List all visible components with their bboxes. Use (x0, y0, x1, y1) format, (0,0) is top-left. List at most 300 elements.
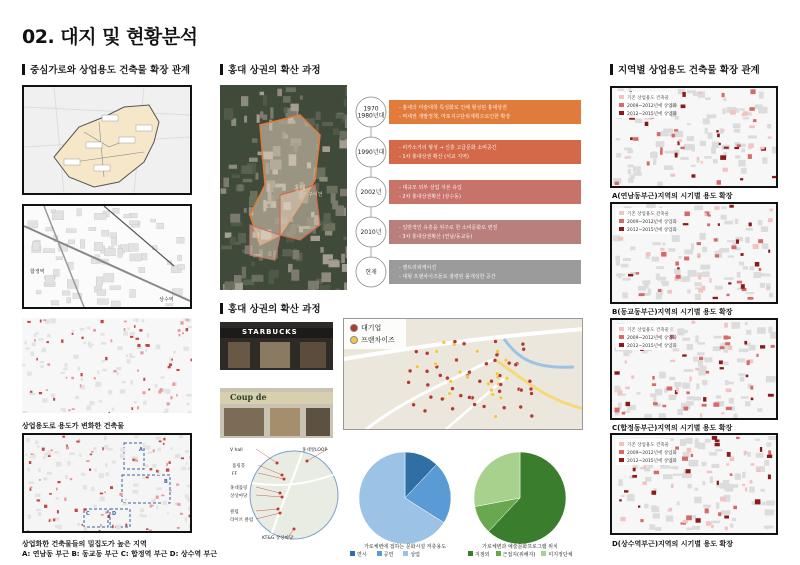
commercial-building (146, 477, 149, 479)
legend-label: 2012~2015년에 상업화 (627, 459, 677, 464)
commercial-building (757, 468, 761, 472)
legend-label: 2009~2012년에 상업화 (627, 104, 677, 109)
venue-label: KT&G 상상마당 (262, 536, 294, 541)
commercial-building (750, 480, 753, 483)
commercial-building (645, 122, 649, 126)
commercial-building (670, 360, 675, 362)
aerial-texture (231, 222, 243, 226)
commercial-building (734, 147, 739, 149)
commercial-building (636, 272, 640, 275)
building-block (56, 257, 63, 260)
aerial-texture (230, 214, 240, 223)
right-caption-c: C(합정동부근)지역의 시기별 용도 확장 (612, 424, 733, 432)
store-marker (530, 392, 534, 396)
timeline-year: 2002년 (360, 189, 382, 196)
commercial-building (768, 218, 773, 222)
commercial-building (615, 182, 619, 185)
aerial-texture (341, 254, 345, 263)
building-block (652, 257, 660, 262)
commercial-building (742, 484, 745, 486)
aerial-texture (346, 87, 348, 96)
commercial-building (40, 320, 42, 323)
section-bar (610, 64, 613, 75)
commercial-building (689, 377, 691, 382)
building-block (762, 157, 767, 164)
commercial-building (140, 351, 143, 354)
building-block (635, 119, 643, 124)
aerial-texture (252, 138, 258, 143)
commercial-building (741, 284, 745, 289)
commercial-building (66, 377, 68, 379)
commercial-building (679, 139, 682, 142)
commercial-building (628, 274, 633, 277)
right-map-c-graphic (612, 320, 776, 418)
building-block (741, 148, 745, 152)
timeline-description: - 3차 홍대상권확산 (연남/동교동) (399, 234, 473, 240)
commercial-building (42, 448, 45, 451)
building-block (688, 484, 692, 489)
building-block (23, 411, 28, 413)
commercial-building (683, 223, 689, 225)
building-block (732, 518, 736, 521)
commercial-building (755, 262, 760, 267)
commercial-building (770, 209, 774, 212)
store-marker (414, 350, 418, 354)
commercial-building (66, 447, 69, 450)
right-map-d (610, 433, 778, 535)
commercial-building (717, 481, 719, 485)
commercial-building (101, 320, 104, 323)
aerial-texture (236, 242, 241, 245)
timeline-year: 2010년 (360, 229, 382, 236)
commercial-building (741, 253, 744, 256)
building-block (766, 376, 776, 382)
commercial-building (625, 387, 630, 389)
commercial-building (671, 484, 674, 488)
building-block (687, 344, 693, 350)
building-block (687, 90, 696, 93)
swatch-icon (468, 551, 473, 556)
photo-store-sign: Coup de (230, 392, 267, 402)
commercial-building (179, 334, 181, 337)
commercial-building (99, 530, 101, 531)
commercial-building (167, 402, 170, 405)
building-block (101, 333, 105, 336)
building-block (702, 380, 707, 386)
commercial-building (156, 470, 159, 473)
building-block (755, 439, 760, 441)
legend-label: 2009~2012년에 상업화 (627, 336, 677, 341)
building-block (167, 512, 169, 514)
section-title-right: 지역별 상업용도 건축물 확장 관계 (618, 65, 760, 76)
legend-swatch (619, 450, 624, 454)
commercial-building (72, 333, 74, 335)
building-block (125, 498, 127, 501)
legend-label: 기존 상업용도 건축물 (627, 96, 669, 101)
store-marker (412, 403, 416, 407)
aerial-texture (311, 236, 321, 241)
building-block (622, 292, 628, 298)
aerial-texture (346, 246, 347, 258)
commercial-building (750, 386, 753, 390)
store-marker (462, 342, 466, 346)
commercial-building (726, 407, 732, 410)
building-block (155, 384, 158, 388)
building-block (684, 144, 693, 150)
timeline-description: - 일반적인 유흥을 위주로 한 소비문화로 변질 (399, 225, 498, 231)
commercial-building (145, 344, 149, 347)
building-block (721, 510, 731, 514)
commercial-building (675, 447, 679, 450)
building-block (61, 408, 64, 411)
building-block (621, 495, 625, 497)
building-block (703, 118, 710, 124)
building-block (758, 220, 763, 225)
pie1-legend-item-3 (403, 551, 420, 558)
building-block (123, 332, 128, 336)
building-block (106, 472, 110, 476)
building-block (40, 365, 44, 368)
building-block (732, 242, 736, 245)
aerial-texture (320, 247, 324, 253)
aerial-texture (244, 116, 247, 123)
building-block (170, 447, 172, 450)
aerial-texture (225, 281, 235, 289)
legend-swatch (619, 95, 624, 99)
commercial-building (647, 161, 650, 165)
commercial-building (633, 137, 638, 141)
building-block (627, 156, 631, 159)
building-block (94, 213, 106, 219)
commercial-building (47, 363, 50, 366)
building-block (666, 516, 674, 522)
aerial-texture (221, 246, 232, 250)
commercial-building (681, 105, 686, 109)
aerial-texture (320, 285, 331, 290)
building-block (621, 264, 628, 268)
building-block (737, 358, 745, 362)
building-block (148, 452, 153, 454)
building-block (42, 398, 47, 402)
building-block (764, 460, 769, 466)
building-block (695, 488, 699, 491)
building-block (133, 319, 135, 322)
commercial-building (700, 413, 702, 417)
commercial-building (718, 512, 721, 516)
building-block (178, 265, 185, 270)
building-block (653, 513, 660, 518)
building-block (745, 401, 751, 406)
store-marker (502, 406, 506, 410)
commercial-building (760, 447, 762, 452)
commercial-building (654, 471, 659, 475)
building-block (695, 438, 699, 442)
aerial-texture (277, 89, 282, 97)
section-title-left: 중심가로와 상업용도 건축물 확장 관계 (30, 65, 191, 76)
zone-label-c: C (86, 511, 90, 517)
aerial-texture (269, 270, 278, 278)
commercial-building (134, 325, 136, 328)
commercial-building (48, 455, 51, 457)
commercial-building (714, 238, 718, 241)
building-block (746, 292, 754, 294)
commercial-building (160, 388, 163, 391)
building-block (151, 219, 156, 222)
building-block (143, 401, 146, 405)
commercial-building (726, 388, 732, 392)
commercial-building (707, 471, 713, 473)
building-block (112, 408, 114, 411)
commercial-building (736, 437, 740, 439)
building-block (721, 207, 726, 209)
commercial-building (169, 363, 172, 366)
building-block (739, 349, 749, 353)
building-block (80, 240, 85, 249)
venue-marker (279, 512, 282, 515)
building-block (649, 524, 655, 529)
aerial-texture (270, 107, 273, 118)
commercial-building (29, 461, 31, 464)
building-block (729, 398, 734, 404)
commercial-building (630, 137, 633, 140)
store-marker (522, 347, 526, 351)
commercial-building (767, 455, 772, 458)
building-block (110, 233, 117, 237)
commercial-building (76, 441, 79, 443)
timeline-description: - 2차 홍대상권확산 (상수동) (399, 194, 461, 200)
legend-label: 2012~2015년에 상업화 (627, 344, 677, 349)
commercial-building (667, 290, 672, 294)
venue-marker (279, 492, 282, 495)
building-block (710, 477, 713, 484)
building-block (768, 436, 776, 440)
building-block (152, 464, 156, 468)
commercial-building (706, 371, 710, 374)
building-block (711, 521, 720, 524)
commercial-building (36, 358, 38, 361)
caption-density-line2: A: 연남동 부근 B: 동교동 부근 C: 합정역 부근 D: 상수역 부근 (22, 550, 218, 558)
commercial-building (148, 389, 150, 391)
building-block (637, 392, 641, 395)
legend-label-franchise: 프랜차이즈 (361, 336, 395, 344)
commercial-building (181, 457, 184, 459)
aerial-texture (322, 146, 330, 152)
timeline-description: - 1차 홍대상권 확산 (서교 지역) (399, 154, 469, 160)
legend-label-conglomerate: 대기업 (361, 324, 382, 332)
swatch-icon (541, 551, 546, 556)
building-block (104, 436, 107, 441)
commercial-building (768, 394, 774, 397)
commercial-building (172, 383, 175, 386)
building-block (746, 228, 754, 231)
building-block (96, 277, 103, 286)
building-block (623, 258, 631, 261)
building-block (117, 372, 120, 375)
aerial-texture (251, 262, 255, 266)
building-block (683, 276, 690, 281)
commercial-building (71, 377, 74, 380)
legend-label: 기존 상업용도 건축물 (627, 328, 669, 333)
commercial-building (760, 345, 765, 348)
building-block (616, 259, 620, 265)
store-marker (459, 394, 463, 398)
building-block (708, 133, 713, 139)
building-block (72, 330, 75, 333)
commercial-building (105, 511, 107, 513)
building-block (653, 159, 656, 165)
commercial-building (618, 390, 623, 395)
commercial-building (685, 212, 690, 217)
aerial-texture (243, 179, 253, 183)
building-block (686, 401, 693, 406)
building-block (740, 377, 745, 382)
commercial-building (64, 498, 66, 501)
store-marker (467, 395, 471, 399)
commercial-building (720, 155, 726, 160)
building-block (692, 526, 700, 530)
commercial-building (110, 486, 113, 489)
legend-swatch (619, 211, 624, 215)
building-block (89, 227, 96, 230)
commercial-building (728, 282, 731, 284)
commercial-building (625, 157, 628, 159)
building-block (655, 527, 661, 531)
aerial-label-right: 구이연 (308, 192, 323, 198)
building-block (43, 477, 47, 480)
building-block (116, 367, 121, 370)
commercial-building (716, 130, 718, 132)
aerial-texture (329, 260, 340, 267)
building-block (43, 249, 55, 253)
building-block (757, 327, 766, 334)
building-block (26, 438, 30, 442)
building-block (702, 462, 707, 467)
timeline-band (389, 180, 581, 204)
store-marker (467, 370, 471, 374)
building-block (672, 235, 680, 242)
commercial-building (51, 449, 53, 451)
aerial-texture (340, 131, 348, 139)
store-marker (486, 382, 490, 386)
commercial-building (724, 323, 728, 328)
commercial-building (675, 262, 679, 266)
caption-changed-buildings: 상업용도로 용도가 변화한 건축물 (22, 422, 124, 430)
aerial-texture (300, 95, 303, 99)
commercial-building (749, 125, 754, 128)
commercial-building (70, 478, 73, 480)
store-marker (484, 362, 488, 366)
building-block (29, 456, 35, 458)
building-block (652, 151, 656, 156)
aerial-texture (249, 158, 258, 162)
building-block (723, 350, 728, 353)
section-bar (220, 303, 223, 314)
commercial-building (711, 525, 714, 529)
commercial-building (743, 111, 749, 114)
building-block (715, 286, 723, 290)
commercial-building (39, 392, 42, 394)
commercial-building (150, 468, 153, 470)
building-block (133, 490, 139, 494)
building-block (67, 461, 70, 466)
commercial-building (153, 449, 155, 452)
commercial-building (625, 361, 627, 364)
building-block (645, 477, 651, 481)
building-block (761, 226, 768, 232)
building-block (734, 414, 738, 418)
commercial-building (176, 369, 179, 371)
commercial-building (170, 396, 172, 399)
commercial-building (643, 481, 648, 485)
commercial-building (658, 289, 662, 292)
building-block (112, 238, 117, 246)
legend-swatch (619, 343, 624, 347)
building-block (110, 286, 121, 290)
culture-map-graphic (222, 443, 342, 543)
commercial-building (191, 359, 192, 362)
building-block (735, 155, 741, 158)
building-block (705, 357, 713, 362)
commercial-building (652, 491, 657, 495)
commercial-building (176, 484, 179, 486)
store-marker (458, 370, 462, 374)
building-block (720, 248, 730, 253)
commercial-building (698, 275, 702, 279)
building-block (130, 332, 136, 336)
store-marker (451, 407, 455, 411)
aerial-texture (244, 208, 247, 213)
commercial-building (82, 337, 84, 340)
store-marker (455, 358, 459, 362)
building-block (742, 472, 745, 478)
building-block (122, 381, 126, 383)
store-marker (435, 350, 439, 354)
commercial-building (717, 134, 720, 138)
building-block (34, 333, 36, 337)
aerial-texture (324, 213, 331, 224)
commercial-building (653, 402, 658, 405)
building-block (38, 338, 43, 340)
commercial-building (104, 491, 106, 493)
commercial-building (631, 375, 634, 378)
street-grid-graphic (24, 206, 190, 307)
building-block (25, 454, 27, 456)
building-block (47, 334, 50, 338)
commercial-building (44, 505, 47, 508)
building-block (725, 485, 733, 492)
building-block (619, 479, 623, 486)
building-block (740, 108, 745, 111)
building-block (120, 453, 125, 458)
building-block (764, 526, 774, 529)
building-block (145, 445, 150, 449)
building-block (728, 256, 735, 258)
building-block (141, 253, 147, 260)
commercial-building (680, 147, 684, 150)
building-block (766, 501, 775, 506)
commercial-building (692, 321, 696, 324)
right-map-d-graphic (612, 435, 776, 533)
building-block (81, 385, 85, 389)
building-block (147, 333, 150, 337)
commercial-building (698, 289, 703, 293)
commercial-building (37, 499, 41, 501)
aerial-texture (263, 115, 268, 120)
commercial-building (62, 436, 65, 438)
building-block (746, 330, 751, 335)
building-block (47, 451, 50, 454)
building-block (696, 384, 699, 390)
